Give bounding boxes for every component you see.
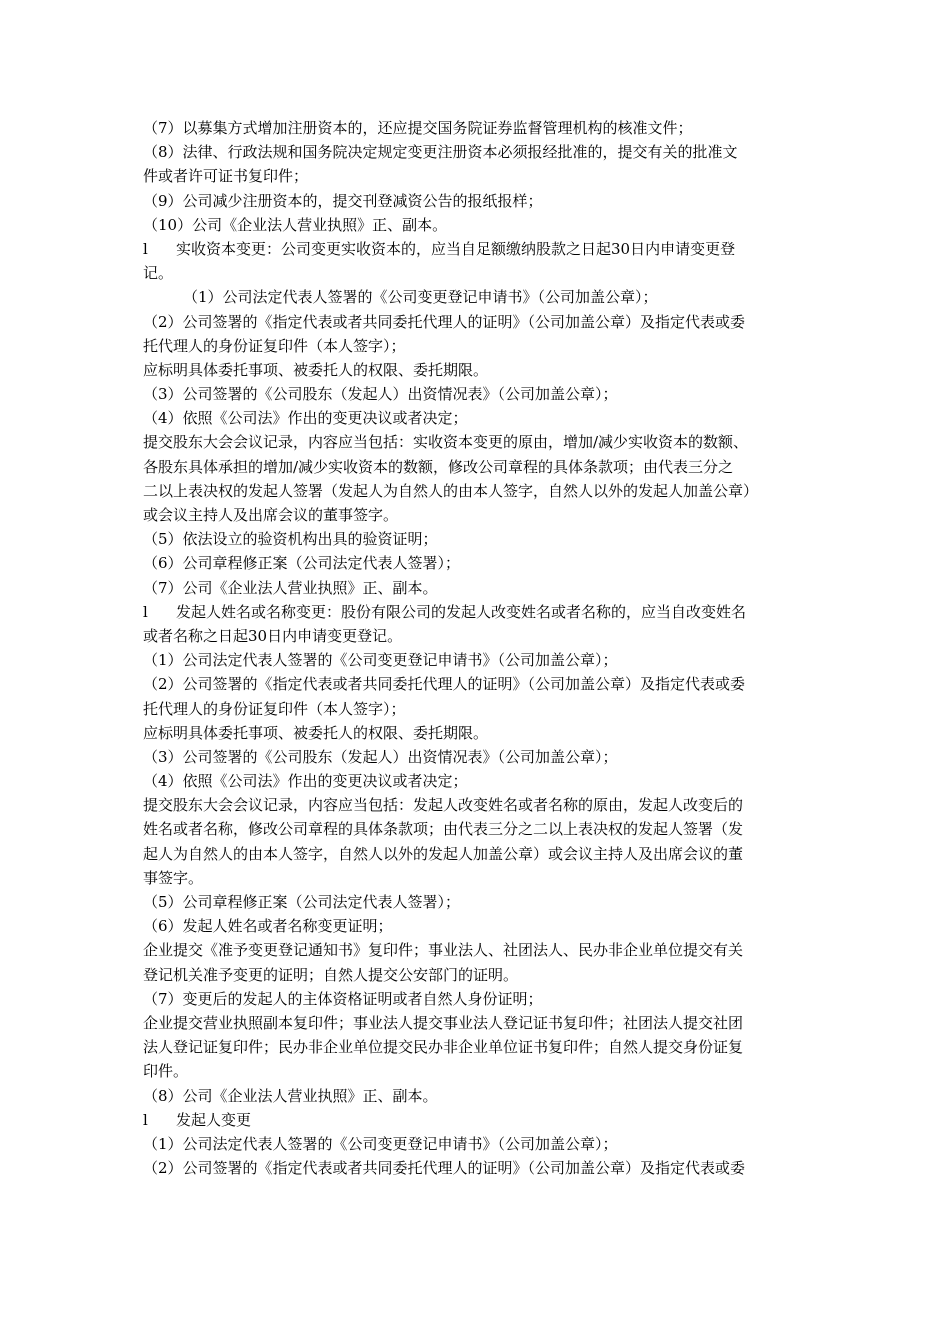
text-line: （8）法律、行政法规和国务院决定规定变更注册资本必须报经批准的，提交有关的批准文 xyxy=(143,143,738,162)
text-line: 托代理人的身份证复印件（本人签字）； xyxy=(143,336,406,355)
text-line: （6）公司章程修正案（公司法定代表人签署）； xyxy=(143,554,461,573)
bullet-line xyxy=(143,1108,810,1132)
text-line: （4）依照《公司法》作出的变更决议或者决定； xyxy=(143,772,468,791)
text-line: （3）公司签署的《公司股东（发起人）出资情况表》（公司加盖公章）； xyxy=(143,747,618,766)
text-line: 起人为自然人的由本人签字，自然人以外的发起人加盖公章）或会议主持人及出席会议的董 xyxy=(143,844,744,863)
text-line: （7）以募集方式增加注册资本的，还应提交国务院证券监督管理机构的核准文件； xyxy=(143,119,693,137)
text-line: 或者名称之日起30日内申请变更登记。 xyxy=(143,626,403,645)
bullet-text: 发起人变更 xyxy=(176,1110,252,1129)
text-line: 企业提交营业执照副本复印件；事业法人提交事业法人登记证书复印件；社团法人提交社团 xyxy=(143,1013,744,1032)
bullet-line xyxy=(143,237,810,261)
text-line: （3）公司签署的《公司股东（发起人）出资情况表》（公司加盖公章）； xyxy=(143,385,618,404)
bullet-marker: l xyxy=(143,1110,148,1129)
document-body xyxy=(143,116,810,1180)
text-line: 托代理人的身份证复印件（本人签字）； xyxy=(143,699,406,718)
text-line: 应标明具体委托事项、被委托人的权限、委托期限。 xyxy=(143,723,489,742)
bullet-text: 实收资本变更：公司变更实收资本的，应当自足额缴纳股款之日起30日内申请变更登 xyxy=(176,239,736,258)
text-line: 登记机关准予变更的证明；自然人提交公安部门的证明。 xyxy=(143,965,519,984)
text-line: （7）变更后的发起人的主体资格证明或者自然人身份证明； xyxy=(143,989,543,1008)
text-line: （2）公司签署的《指定代表或者共同委托代理人的证明》（公司加盖公章）及指定代表或委 xyxy=(143,1159,746,1178)
text-line: 二以上表决权的发起人签署（发起人为自然人的由本人签字，自然人以外的发起人加盖公章） xyxy=(143,481,759,500)
text-line: （10）公司《企业法人营业执照》正、副本。 xyxy=(143,215,448,234)
text-line: （1）公司法定代表人签署的《公司变更登记申请书》（公司加盖公章）； xyxy=(143,651,618,670)
text-line: （6）发起人姓名或者名称变更证明； xyxy=(143,917,393,936)
text-line: 件或者许可证书复印件； xyxy=(143,167,309,186)
bullet-line xyxy=(143,600,810,624)
bullet-text: 发起人姓名或名称变更：股份有限公司的发起人改变姓名或者名称的，应当自改变姓名 xyxy=(176,602,747,621)
text-line: （4）依照《公司法》作出的变更决议或者决定； xyxy=(143,409,468,428)
text-line: 提交股东大会会议记录，内容应当包括：实收资本变更的原由，增加/减少实收资本的数额、 xyxy=(143,433,749,452)
text-line: （2）公司签署的《指定代表或者共同委托代理人的证明》（公司加盖公章）及指定代表或委 xyxy=(143,312,746,331)
text-line: （5）公司章程修正案（公司法定代表人签署）； xyxy=(143,893,461,911)
text-line: 印件。 xyxy=(143,1062,189,1081)
text-line: 或会议主持人及出席会议的董事签字。 xyxy=(143,506,399,524)
text-line: （9）公司减少注册资本的，提交刊登减资公告的报纸报样； xyxy=(143,191,543,210)
text-line: （5）依法设立的验资机构出具的验资证明； xyxy=(143,530,438,549)
text-line: 法人登记证复印件；民办非企业单位提交民办非企业单位证书复印件；自然人提交身份证复 xyxy=(143,1038,744,1057)
bullet-marker: l xyxy=(143,602,148,621)
text-line: 企业提交《准予变更登记通知书》复印件；事业法人、社团法人、民办非企业单位提交有关 xyxy=(143,941,744,960)
text-line: （2）公司签署的《指定代表或者共同委托代理人的证明》（公司加盖公章）及指定代表或委 xyxy=(143,675,746,694)
text-line: 姓名或者名称，修改公司章程的具体条款项；由代表三分之二以上表决权的发起人签署（发 xyxy=(143,820,744,839)
text-line: （8）公司《企业法人营业执照》正、副本。 xyxy=(143,1086,438,1105)
text-line: 应标明具体委托事项、被委托人的权限、委托期限。 xyxy=(143,360,489,379)
text-line: （7）公司《企业法人营业执照》正、副本。 xyxy=(143,578,438,597)
text-line: 提交股东大会会议记录，内容应当包括：发起人改变姓名或者名称的原由，发起人改变后的 xyxy=(143,796,744,815)
text-line: （1）公司法定代表人签署的《公司变更登记申请书》（公司加盖公章）； xyxy=(183,288,658,307)
bullet-marker: l xyxy=(143,239,148,258)
text-line: （1）公司法定代表人签署的《公司变更登记申请书》（公司加盖公章）； xyxy=(143,1134,618,1153)
text-line: 各股东具体承担的增加/减少实收资本的数额，修改公司章程的具体条款项；由代表三分之 xyxy=(143,457,734,476)
text-line: 记。 xyxy=(143,264,174,283)
text-line: 事签字。 xyxy=(143,868,204,887)
